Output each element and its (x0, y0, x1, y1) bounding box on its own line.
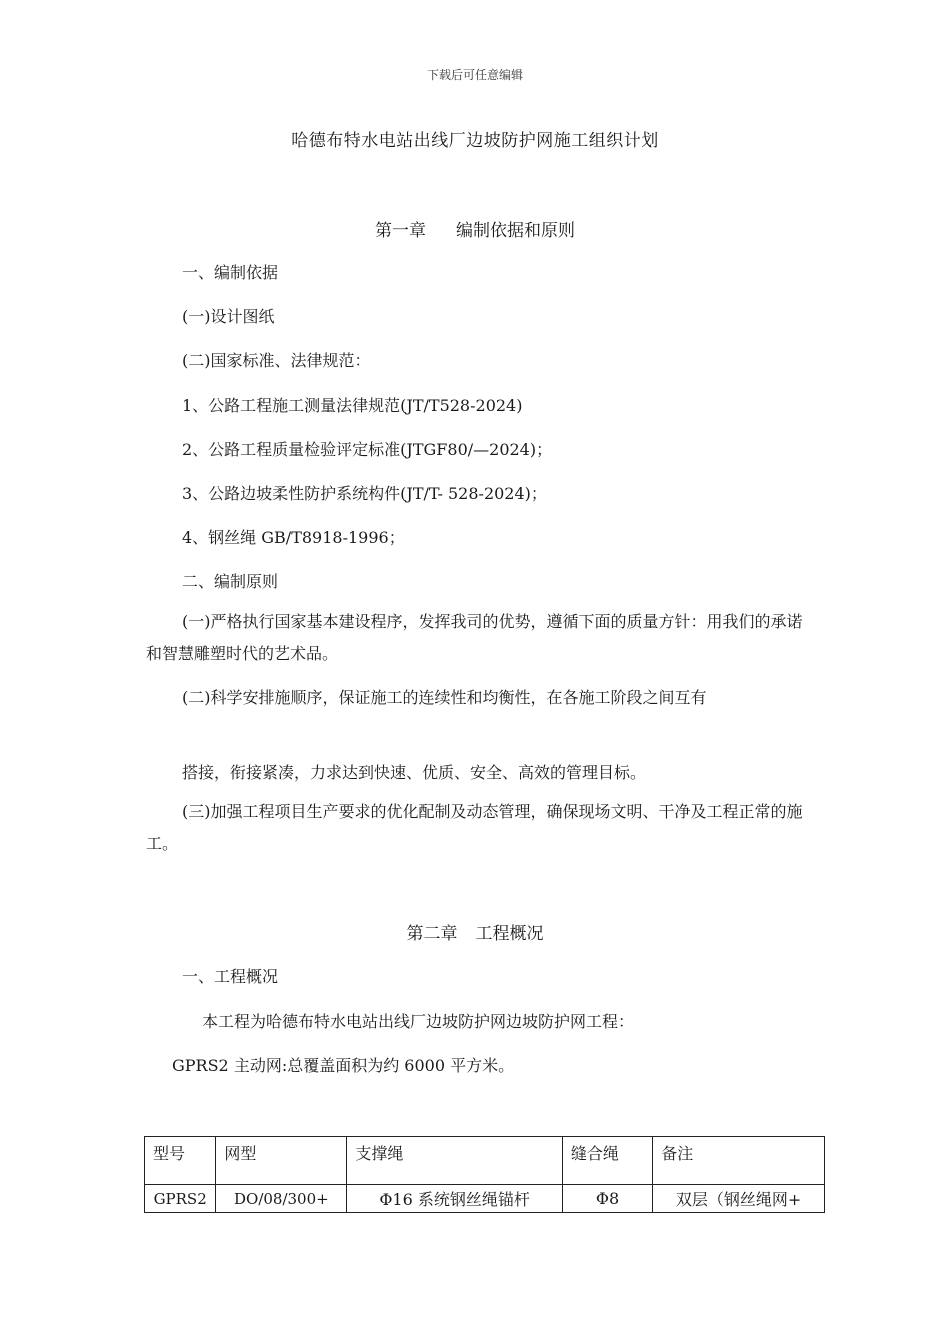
table-header-cell: 支撑绳 (347, 1137, 562, 1185)
table-header-cell: 型号 (145, 1137, 216, 1185)
table-header-row (145, 1137, 825, 1185)
principle-2-continuation: 搭接，衔接紧凑，力求达到快速、优质、安全、高效的管理目标。 (182, 763, 647, 782)
specification-table (144, 1136, 825, 1213)
section-overview-heading: 一、工程概况 (182, 967, 279, 986)
header-note: 下载后可任意编辑 (426, 68, 523, 82)
table-cell: DO/08/300+ (216, 1185, 347, 1213)
table-cell: 双层（钢丝绳网+ (653, 1185, 825, 1213)
table-header-cell: 网型 (216, 1137, 347, 1185)
section-basis-heading: 一、编制依据 (182, 263, 279, 282)
table-header-cell: 缝合绳 (562, 1137, 652, 1185)
gprs-coverage-text: GPRS2 主动网:总覆盖面积为约 6000 平方米。 (172, 1056, 515, 1075)
standard-item: 1、公路工程施工测量法律规范(JT/T528-2024) (182, 396, 523, 415)
table-cell: Φ16 系统钢丝绳锚杆 (347, 1185, 562, 1213)
standard-item: 3、公路边坡柔性防护系统构件(JT/T- 528-2024)； (182, 484, 547, 503)
table-cell: Φ8 (562, 1185, 652, 1213)
principle-3-paragraph (146, 796, 814, 860)
standard-item: 4、钢丝绳 GB/T8918-1996； (182, 528, 405, 547)
chapter-1-label: 第一章 (375, 221, 426, 241)
basis-item-standards: (二)国家标准、法律规范： (182, 351, 371, 370)
table-row (145, 1185, 825, 1213)
standard-item: 2、公路工程质量检验评定标准(JTGF80/—2024)； (182, 440, 553, 459)
chapter-2-heading (0, 919, 950, 944)
principle-1-text: (一)严格执行国家基本建设程序，发挥我司的优势，遵循下面的质量方针：用我们的承诺和智慧雕塑时代的艺术品。 (146, 612, 803, 663)
chapter-2-name: 工程概况 (475, 924, 544, 944)
document-title: 哈德布特水电站出线厂边坡防护网施工组织计划 (291, 131, 659, 151)
chapter-1-name: 编制依据和原则 (456, 221, 575, 241)
section-principles-heading: 二、编制原则 (182, 572, 279, 591)
principle-2-paragraph (146, 682, 814, 714)
table-cell: GPRS2 (145, 1185, 216, 1213)
principle-3-text: (三)加强工程项目生产要求的优化配制及动态管理，确保现场文明、干净及工程正常的施工。 (146, 802, 803, 853)
chapter-1-heading (0, 216, 950, 241)
overview-text: 本工程为哈德布特水电站出线厂边坡防护网边坡防护网工程： (202, 1012, 635, 1031)
principle-2-text: (二)科学安排施顺序，保证施工的连续性和均衡性，在各施工阶段之间互有 (182, 688, 707, 707)
chapter-2-label: 第二章 (406, 924, 458, 944)
basis-item-drawings: (一)设计图纸 (182, 307, 275, 326)
principle-1-paragraph (146, 606, 814, 670)
table-header-cell: 备注 (653, 1137, 825, 1185)
